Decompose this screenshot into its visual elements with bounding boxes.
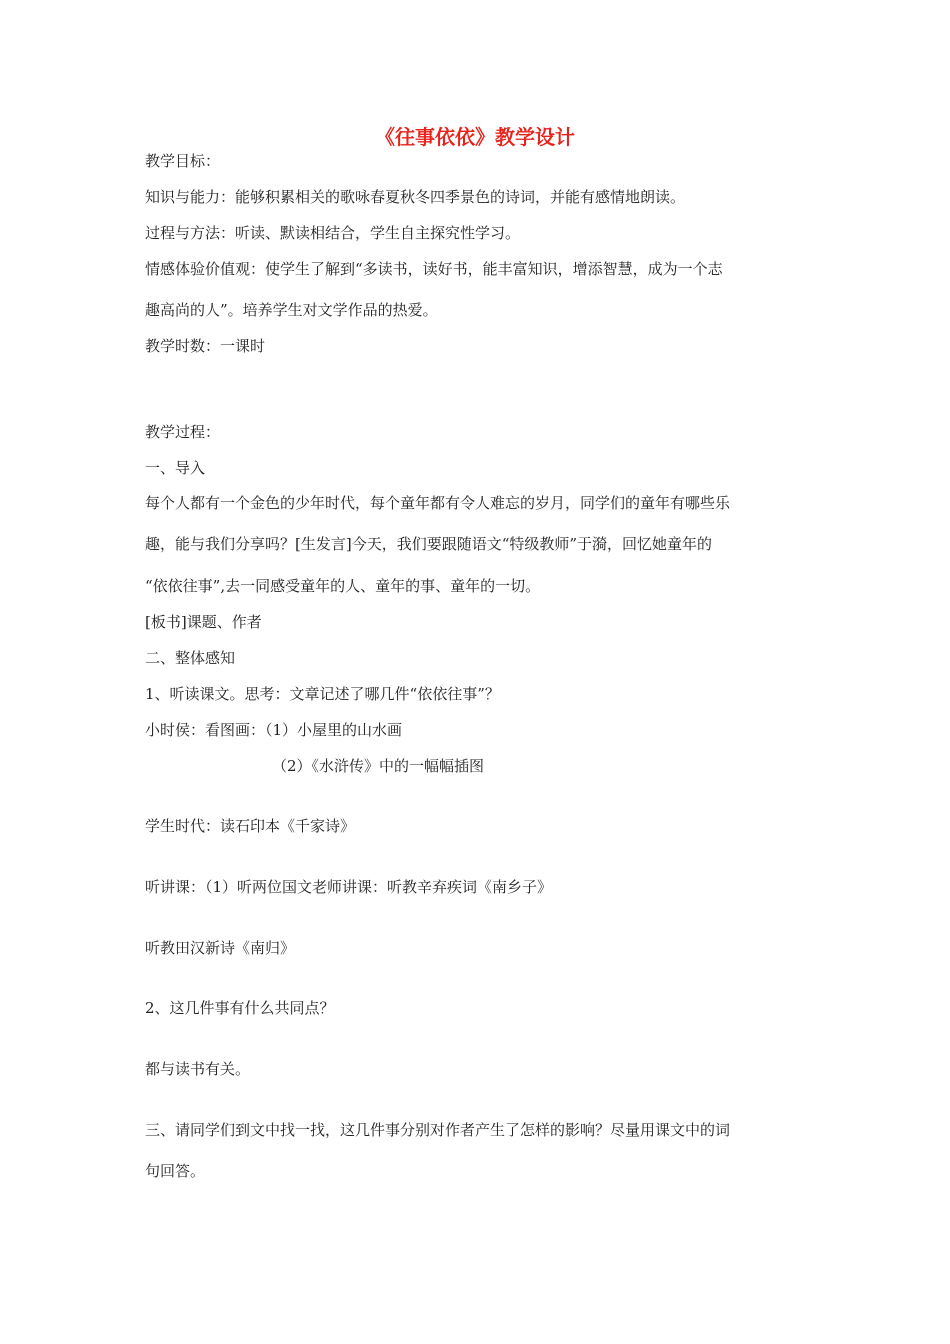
- text-line: “依依往事”,去一同感受童年的人、童年的事、童年的一切。: [145, 577, 541, 595]
- text-line: 学生时代：读石印本《千家诗》: [145, 817, 356, 835]
- document-title: 《往事依依》教学设计: [375, 125, 575, 149]
- text-line: 句回答。: [145, 1162, 206, 1180]
- text-line: 过程与方法：听读、默读相结合，学生自主探究性学习。: [145, 224, 521, 242]
- text-line: 2、这几件事有什么共同点？: [145, 999, 335, 1017]
- text-line: 都与读书有关。: [145, 1060, 251, 1078]
- text-line: 知识与能力：能够积累相关的歌咏春夏秋冬四季景色的诗词，并能有感情地朗读。: [145, 188, 686, 206]
- text-line: （2）《水浒传》中的一幅幅插图: [272, 757, 485, 775]
- text-line: 教学目标：: [145, 152, 221, 170]
- text-line: 每个人都有一个金色的少年时代，每个童年都有令人难忘的岁月，同学们的童年有哪些乐: [145, 494, 731, 512]
- text-line: 听讲课：（1）听两位国文老师讲课：听教辛弃疾词《南乡子》: [145, 878, 553, 896]
- text-line: 趣，能与我们分享吗？[生发言]今天，我们要跟随语文“特级教师”于漪，回忆她童年的: [145, 535, 713, 553]
- text-line: 教学过程：: [145, 423, 221, 441]
- text-line: 情感体验价值观：使学生了解到“多读书，读好书，能丰富知识，增添智慧，成为一个志: [145, 260, 723, 278]
- text-line: 小时侯：看图画：（1）小屋里的山水画: [145, 721, 403, 739]
- text-line: [板书]课题、作者: [145, 613, 262, 631]
- text-line: 教学时数：一课时: [145, 337, 266, 355]
- text-line: 1、听读课文。思考：文章记述了哪几件“依依往事”？: [145, 685, 500, 703]
- text-line: 三、请同学们到文中找一找，这几件事分别对作者产生了怎样的影响？尽量用课文中的词: [145, 1121, 731, 1139]
- text-line: 听教田汉新诗《南归》: [145, 939, 296, 957]
- text-line: 一、导入: [145, 459, 206, 477]
- text-line: 二、整体感知: [145, 649, 236, 667]
- text-line: 趣高尚的人”。培养学生对文学作品的热爱。: [145, 301, 438, 319]
